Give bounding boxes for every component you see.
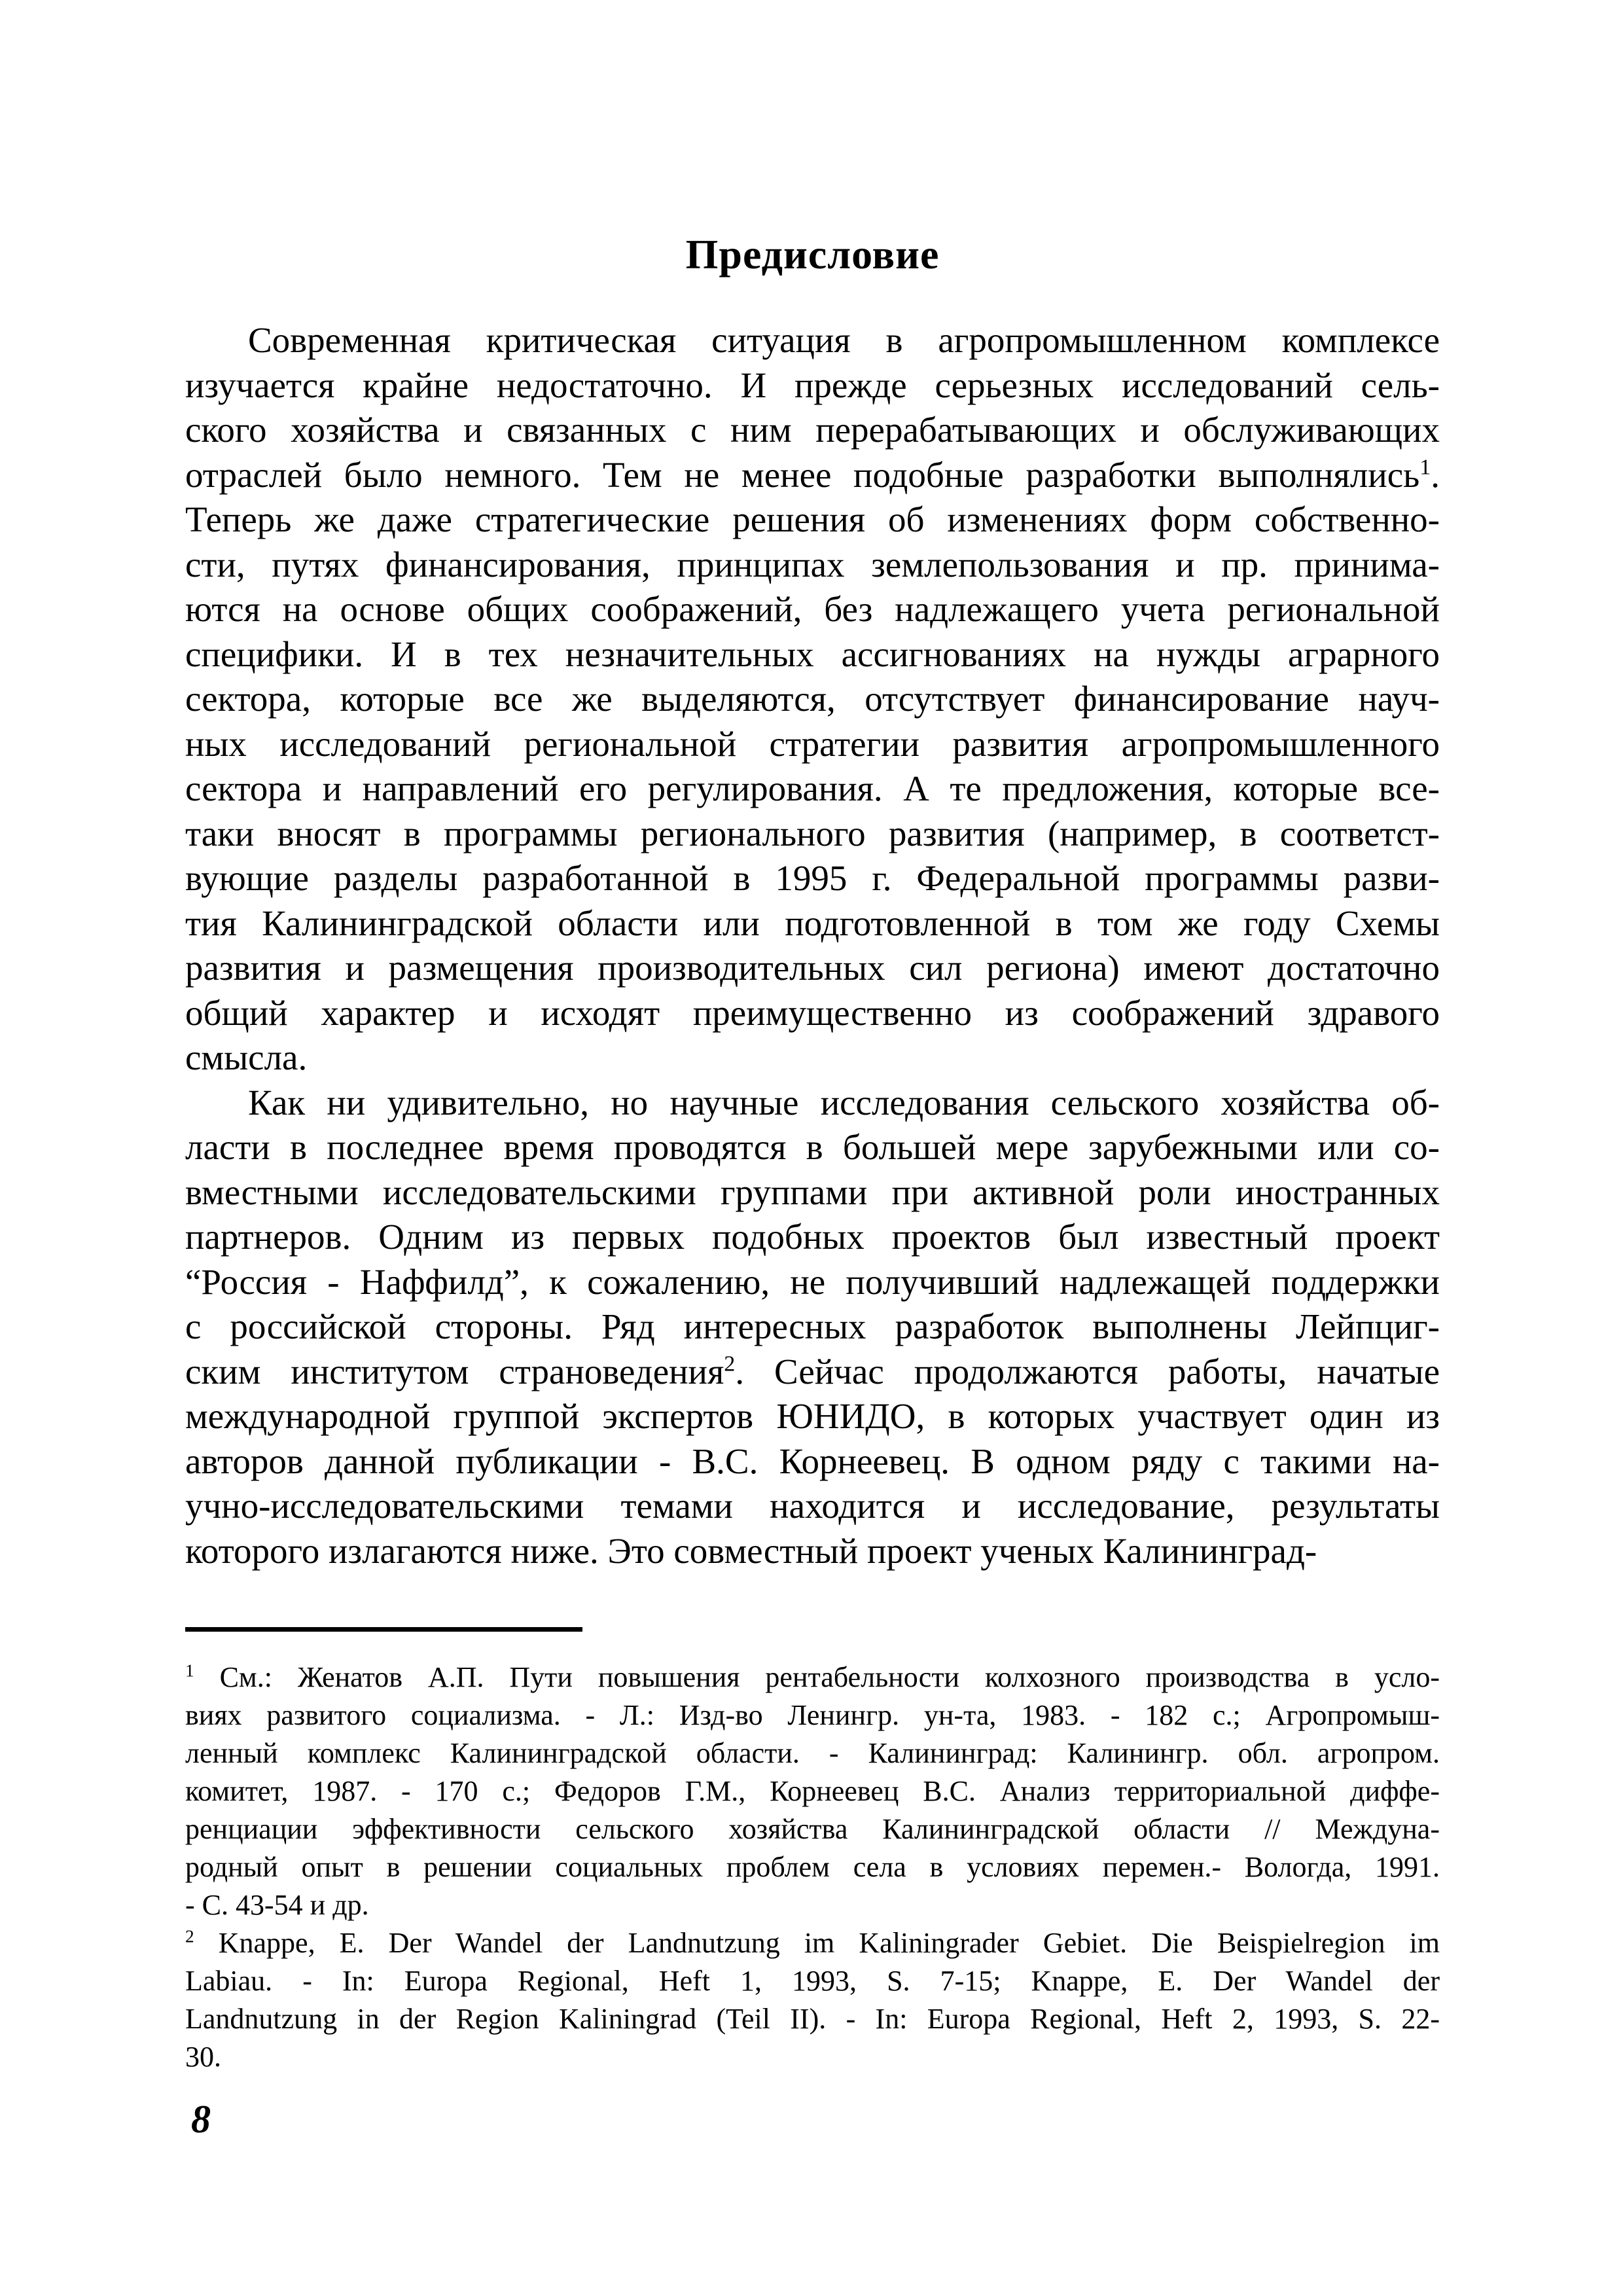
footnote-separator-rule	[185, 1627, 582, 1632]
page-title: Предисловие	[685, 231, 940, 278]
text-line: тия Калининградской области или подготовленной в том же году Схемы	[185, 903, 1440, 943]
text-line: Landnutzung in der Region Kaliningrad (Teil II). - In: Europa Regional, Heft 2, 1993, S. 22-	[185, 2003, 1440, 2035]
text-line: - С. 43-54 и др.	[185, 1889, 369, 1921]
text-line: вместными исследовательскими группами при активной роли иностранных	[185, 1172, 1440, 1212]
text-line: Теперь же даже стратегические решения об изменениях форм собственно-	[185, 499, 1440, 539]
text-line: сектора, которые все же выделяются, отсутствует финансирование науч-	[185, 679, 1440, 719]
text-line: вующие разделы разработанной в 1995 г. Федеральной программы разви-	[185, 858, 1440, 898]
paragraph-1	[185, 318, 1440, 1081]
text-line: ским институтом страноведения$^2$. Сейчас продолжаются работы, начатые	[185, 1351, 1440, 1391]
footnote-2	[185, 1924, 1440, 2076]
text-line: смысла.	[185, 1037, 308, 1077]
footnote-marker: 1	[1419, 455, 1431, 480]
body-text	[185, 318, 1440, 1573]
text-line: ласти в последнее время проводятся в большей мере зарубежными или со-	[185, 1127, 1440, 1167]
text-line: Labiau. - In: Europa Regional, Heft 1, 1993, S. 7-15; Knappe, E. Der Wandel der	[185, 1965, 1440, 1997]
text-line: ренциации эффективности сельского хозяйства Калининградской области // Междуна-	[185, 1813, 1440, 1845]
paragraph-2	[185, 1081, 1440, 1574]
text-line: таки вносят в программы регионального развития (например, в соответст-	[185, 813, 1440, 853]
text-line: отраслей было немного. Тем не менее подобные разработки выполнялись$^1$.	[185, 454, 1440, 495]
footnote-marker: 2	[724, 1352, 736, 1376]
text-line: 30.	[185, 2041, 221, 2073]
page-number: 8	[191, 2098, 211, 2141]
text-line: которого излагаются ниже. Это совместный проект ученых Калининград-	[185, 1530, 1317, 1571]
text-line: Как ни удивительно, но научные исследования сельского хозяйства об-	[248, 1082, 1440, 1122]
footnote-marker: 2	[185, 1926, 194, 1946]
text-line: ются на основе общих соображений, без надлежащего учета региональной	[185, 589, 1440, 629]
text-line: $^1$ См.: Женатов А.П. Пути повышения рентабельности колхозного производства в усло-	[185, 1660, 1440, 1693]
text-line: международной группой экспертов ЮНИДО, в которых участвует один из	[185, 1396, 1440, 1436]
text-line: сти, путях финансирования, принципах землепользования и пр. принима-	[185, 544, 1440, 584]
text-line: специфики. И в тех незначительных ассигнованиях на нужды аграрного	[185, 634, 1440, 674]
text-line: с российской стороны. Ряд интересных разработок выполнены Лейпциг-	[185, 1306, 1440, 1346]
text-line: $^2$ Knappe, E. Der Wandel der Landnutzung im Kaliningrader Gebiet. Die Beispielregion im	[185, 1926, 1440, 1959]
text-line: общий характер и исходят преимущественно из соображений здравого	[185, 992, 1440, 1033]
text-line: комитет, 1987. - 170 с.; Федоров Г.М., Корнеевец В.С. Анализ территориальной диффе-	[185, 1775, 1440, 1807]
text-line: виях развитого социализма. - Л.: Изд-во Ленингр. ун-та, 1983. - 182 с.; Агропромыш-	[185, 1699, 1440, 1731]
text-line: родный опыт в решении социальных проблем села в условиях перемен.- Вологда, 1991.	[185, 1851, 1440, 1883]
text-line: партнеров. Одним из первых подобных проектов был известный проект	[185, 1217, 1440, 1257]
text-line: “Россия - Наффилд”, к сожалению, не получивший надлежащей поддержки	[185, 1261, 1440, 1302]
text-line: ных исследований региональной стратегии развития агропромышленного	[185, 723, 1440, 764]
text-line: авторов данной публикации - В.С. Корнеевец. В одном ряду с такими на-	[185, 1441, 1440, 1481]
footnote-1	[185, 1659, 1440, 1924]
text-line: развития и размещения производительных сил региона) имеют достаточно	[185, 948, 1440, 988]
text-line: ленный комплекс Калининградской области. - Калининград: Калинингр. обл. агропром.	[185, 1737, 1440, 1769]
footnotes-block	[185, 1659, 1440, 2076]
text-line: изучается крайне недостаточно. И прежде серьезных исследований сель-	[185, 365, 1440, 405]
text-line: учно-исследовательскими темами находится и исследование, результаты	[185, 1486, 1440, 1526]
text-line: ского хозяйства и связанных с ним перерабатывающих и обслуживающих	[185, 410, 1440, 450]
footnote-marker: 1	[185, 1660, 194, 1681]
text-line: сектора и направлений его регулирования. А те предложения, которые все-	[185, 768, 1440, 808]
text-line: Современная критическая ситуация в агропромышленном комплексе	[248, 320, 1440, 360]
